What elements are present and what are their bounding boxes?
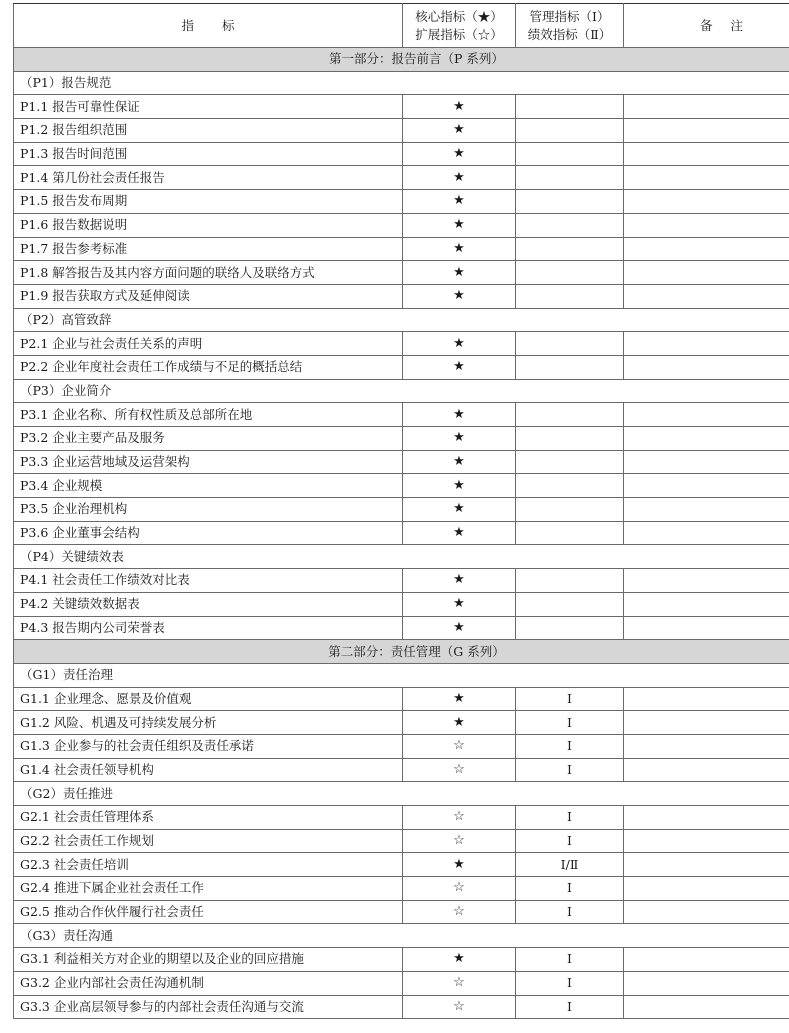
core-extended-mark: ★ bbox=[403, 592, 516, 616]
note-cell bbox=[624, 355, 789, 379]
section-header-row bbox=[14, 545, 789, 569]
header-performance-label: 绩效指标（Ⅱ） bbox=[527, 26, 612, 42]
table-row bbox=[14, 355, 789, 379]
indicator-label: P3.2 企业主要产品及服务 bbox=[14, 427, 403, 451]
indicator-label: G2.3 社会责任培训 bbox=[14, 853, 403, 877]
core-extended-mark: ★ bbox=[403, 284, 516, 308]
indicator-label: P1.3 报告时间范围 bbox=[14, 142, 403, 166]
core-extended-mark: ☆ bbox=[403, 900, 516, 924]
table-header-row bbox=[14, 4, 789, 48]
core-extended-mark: ★ bbox=[403, 474, 516, 498]
core-extended-mark: ★ bbox=[403, 119, 516, 143]
indicator-type-mark bbox=[516, 261, 624, 285]
table-row bbox=[14, 687, 789, 711]
core-extended-mark: ★ bbox=[403, 521, 516, 545]
table-row bbox=[14, 166, 789, 190]
indicator-type-mark bbox=[516, 403, 624, 427]
core-extended-mark: ☆ bbox=[403, 971, 516, 995]
indicator-label: P1.5 报告发布周期 bbox=[14, 190, 403, 214]
indicator-type-mark: Ⅰ bbox=[516, 711, 624, 735]
table-row bbox=[14, 806, 789, 830]
table-row bbox=[14, 261, 789, 285]
core-extended-mark: ☆ bbox=[403, 877, 516, 901]
note-cell bbox=[624, 877, 789, 901]
indicator-type-mark: Ⅰ bbox=[516, 948, 624, 972]
section-header-row bbox=[14, 379, 789, 403]
indicator-label: G3.2 企业内部社会责任沟通机制 bbox=[14, 971, 403, 995]
indicator-label: P1.1 报告可靠性保证 bbox=[14, 95, 403, 119]
section-title: （P3）企业简介 bbox=[14, 379, 789, 403]
note-cell bbox=[624, 332, 789, 356]
indicator-label: G2.2 社会责任工作规划 bbox=[14, 829, 403, 853]
note-cell bbox=[624, 190, 789, 214]
table-row bbox=[14, 284, 789, 308]
indicator-type-mark bbox=[516, 284, 624, 308]
note-cell bbox=[624, 711, 789, 735]
indicator-label: G3.1 利益相关方对企业的期望以及企业的回应措施 bbox=[14, 948, 403, 972]
table-row bbox=[14, 711, 789, 735]
indicator-type-mark bbox=[516, 498, 624, 522]
table-row bbox=[14, 213, 789, 237]
part-title: 第二部分：责任管理（G 系列） bbox=[14, 640, 789, 664]
table-row bbox=[14, 332, 789, 356]
note-cell bbox=[624, 734, 789, 758]
indicator-type-mark: Ⅰ bbox=[516, 877, 624, 901]
indicator-type-mark: Ⅰ bbox=[516, 806, 624, 830]
header-note: 备注 bbox=[624, 4, 789, 48]
table-row bbox=[14, 971, 789, 995]
table-row bbox=[14, 450, 789, 474]
indicator-type-mark bbox=[516, 142, 624, 166]
section-title: （G2）责任推进 bbox=[14, 782, 789, 806]
indicator-label: G2.1 社会责任管理体系 bbox=[14, 806, 403, 830]
note-cell bbox=[624, 142, 789, 166]
note-cell bbox=[624, 971, 789, 995]
table-row bbox=[14, 142, 789, 166]
section-header-row bbox=[14, 924, 789, 948]
note-cell bbox=[624, 829, 789, 853]
section-header-row bbox=[14, 71, 789, 95]
table-row bbox=[14, 758, 789, 782]
table-row bbox=[14, 119, 789, 143]
indicator-label: P2.2 企业年度社会责任工作成绩与不足的概括总结 bbox=[14, 355, 403, 379]
indicator-type-mark bbox=[516, 616, 624, 640]
indicator-label: P1.7 报告参考标准 bbox=[14, 237, 403, 261]
indicator-label: P4.3 报告期内公司荣誉表 bbox=[14, 616, 403, 640]
note-cell bbox=[624, 569, 789, 593]
note-cell bbox=[624, 592, 789, 616]
table-body bbox=[14, 48, 789, 1019]
indicator-type-mark bbox=[516, 213, 624, 237]
indicator-label: P3.1 企业名称、所有权性质及总部所在地 bbox=[14, 403, 403, 427]
core-extended-mark: ★ bbox=[403, 948, 516, 972]
indicator-type-mark bbox=[516, 592, 624, 616]
table-row bbox=[14, 403, 789, 427]
indicator-type-mark bbox=[516, 95, 624, 119]
header-core-extended bbox=[403, 4, 516, 48]
core-extended-mark: ★ bbox=[403, 450, 516, 474]
core-extended-mark: ☆ bbox=[403, 829, 516, 853]
table-row bbox=[14, 853, 789, 877]
note-cell bbox=[624, 948, 789, 972]
core-extended-mark: ★ bbox=[403, 237, 516, 261]
section-title: （G3）责任沟通 bbox=[14, 924, 789, 948]
indicator-label: P4.1 社会责任工作绩效对比表 bbox=[14, 569, 403, 593]
indicator-type-mark bbox=[516, 427, 624, 451]
indicator-type-mark: Ⅰ bbox=[516, 995, 624, 1019]
indicator-label: P3.4 企业规模 bbox=[14, 474, 403, 498]
indicator-type-mark: Ⅰ/Ⅱ bbox=[516, 853, 624, 877]
core-extended-mark: ★ bbox=[403, 355, 516, 379]
indicator-label: P1.8 解答报告及其内容方面问题的联络人及联络方式 bbox=[14, 261, 403, 285]
indicator-label: G1.4 社会责任领导机构 bbox=[14, 758, 403, 782]
header-indicator: 指标 bbox=[14, 4, 403, 48]
indicator-label: G1.2 风险、机遇及可持续发展分析 bbox=[14, 711, 403, 735]
note-cell bbox=[624, 403, 789, 427]
indicator-type-mark bbox=[516, 355, 624, 379]
indicator-label: G2.5 推动合作伙伴履行社会责任 bbox=[14, 900, 403, 924]
section-title: （G1）责任治理 bbox=[14, 663, 789, 687]
core-extended-mark: ★ bbox=[403, 687, 516, 711]
indicator-type-mark bbox=[516, 190, 624, 214]
indicator-type-mark: Ⅰ bbox=[516, 829, 624, 853]
table-row bbox=[14, 900, 789, 924]
table-row bbox=[14, 616, 789, 640]
core-extended-mark: ★ bbox=[403, 261, 516, 285]
section-header-row bbox=[14, 782, 789, 806]
indicator-label: P1.6 报告数据说明 bbox=[14, 213, 403, 237]
note-cell bbox=[624, 213, 789, 237]
note-cell bbox=[624, 474, 789, 498]
indicator-label: G1.1 企业理念、愿景及价值观 bbox=[14, 687, 403, 711]
indicator-label: P2.1 企业与社会责任关系的声明 bbox=[14, 332, 403, 356]
table-row bbox=[14, 474, 789, 498]
note-cell bbox=[624, 427, 789, 451]
note-cell bbox=[624, 95, 789, 119]
section-title: （P2）高管致辞 bbox=[14, 308, 789, 332]
note-cell bbox=[624, 616, 789, 640]
indicator-label: P3.3 企业运营地域及运营架构 bbox=[14, 450, 403, 474]
header-management-performance bbox=[516, 4, 624, 48]
header-management-label: 管理指标（Ⅰ） bbox=[529, 8, 610, 24]
core-extended-mark: ★ bbox=[403, 711, 516, 735]
note-cell bbox=[624, 687, 789, 711]
table-row bbox=[14, 427, 789, 451]
part-header-row bbox=[14, 48, 789, 72]
note-cell bbox=[624, 498, 789, 522]
note-cell bbox=[624, 450, 789, 474]
core-extended-mark: ★ bbox=[403, 853, 516, 877]
core-extended-mark: ☆ bbox=[403, 758, 516, 782]
indicator-type-mark bbox=[516, 237, 624, 261]
section-title: （P1）报告规范 bbox=[14, 71, 789, 95]
table-row bbox=[14, 569, 789, 593]
indicator-type-mark bbox=[516, 166, 624, 190]
note-cell bbox=[624, 284, 789, 308]
indicator-label: P4.2 关键绩效数据表 bbox=[14, 592, 403, 616]
section-title: （P4）关键绩效表 bbox=[14, 545, 789, 569]
indicator-label: P1.2 报告组织范围 bbox=[14, 119, 403, 143]
indicator-type-mark bbox=[516, 474, 624, 498]
table-row bbox=[14, 877, 789, 901]
note-cell bbox=[624, 521, 789, 545]
core-extended-mark: ★ bbox=[403, 332, 516, 356]
note-cell bbox=[624, 995, 789, 1019]
core-extended-mark: ☆ bbox=[403, 995, 516, 1019]
part-header-row bbox=[14, 640, 789, 664]
section-header-row bbox=[14, 308, 789, 332]
indicator-type-mark: Ⅰ bbox=[516, 734, 624, 758]
note-cell bbox=[624, 166, 789, 190]
core-extended-mark: ★ bbox=[403, 190, 516, 214]
note-cell bbox=[624, 119, 789, 143]
indicator-label: G1.3 企业参与的社会责任组织及责任承诺 bbox=[14, 734, 403, 758]
core-extended-mark: ★ bbox=[403, 569, 516, 593]
core-extended-mark: ☆ bbox=[403, 806, 516, 830]
header-core-label: 核心指标（★） bbox=[415, 8, 503, 24]
note-cell bbox=[624, 900, 789, 924]
section-header-row bbox=[14, 663, 789, 687]
table-row bbox=[14, 498, 789, 522]
indicator-label: P3.5 企业治理机构 bbox=[14, 498, 403, 522]
indicator-type-mark: Ⅰ bbox=[516, 971, 624, 995]
note-cell bbox=[624, 261, 789, 285]
header-extended-label: 扩展指标（☆） bbox=[415, 26, 503, 42]
table-row bbox=[14, 734, 789, 758]
core-extended-mark: ★ bbox=[403, 95, 516, 119]
table-row bbox=[14, 190, 789, 214]
indicator-type-mark: Ⅰ bbox=[516, 900, 624, 924]
indicator-type-mark bbox=[516, 119, 624, 143]
indicator-label: G2.4 推进下属企业社会责任工作 bbox=[14, 877, 403, 901]
indicator-label: P1.4 第几份社会责任报告 bbox=[14, 166, 403, 190]
core-extended-mark: ★ bbox=[403, 616, 516, 640]
part-title: 第一部分：报告前言（P 系列） bbox=[14, 48, 789, 72]
core-extended-mark: ☆ bbox=[403, 734, 516, 758]
indicator-type-mark bbox=[516, 332, 624, 356]
indicator-type-mark: Ⅰ bbox=[516, 758, 624, 782]
core-extended-mark: ★ bbox=[403, 142, 516, 166]
indicator-label: P3.6 企业董事会结构 bbox=[14, 521, 403, 545]
table-row bbox=[14, 948, 789, 972]
indicator-type-mark: Ⅰ bbox=[516, 687, 624, 711]
indicator-table-page bbox=[13, 3, 775, 1019]
indicator-type-mark bbox=[516, 569, 624, 593]
indicator-label: P1.9 报告获取方式及延伸阅读 bbox=[14, 284, 403, 308]
table-row bbox=[14, 521, 789, 545]
note-cell bbox=[624, 806, 789, 830]
indicator-type-mark bbox=[516, 450, 624, 474]
table-row bbox=[14, 95, 789, 119]
note-cell bbox=[624, 853, 789, 877]
core-extended-mark: ★ bbox=[403, 498, 516, 522]
core-extended-mark: ★ bbox=[403, 427, 516, 451]
indicator-label: G3.3 企业高层领导参与的内部社会责任沟通与交流 bbox=[14, 995, 403, 1019]
indicator-table bbox=[13, 3, 789, 1019]
core-extended-mark: ★ bbox=[403, 166, 516, 190]
note-cell bbox=[624, 237, 789, 261]
core-extended-mark: ★ bbox=[403, 403, 516, 427]
core-extended-mark: ★ bbox=[403, 213, 516, 237]
indicator-type-mark bbox=[516, 521, 624, 545]
note-cell bbox=[624, 758, 789, 782]
table-row bbox=[14, 995, 789, 1019]
table-row bbox=[14, 592, 789, 616]
table-row bbox=[14, 237, 789, 261]
table-row bbox=[14, 829, 789, 853]
